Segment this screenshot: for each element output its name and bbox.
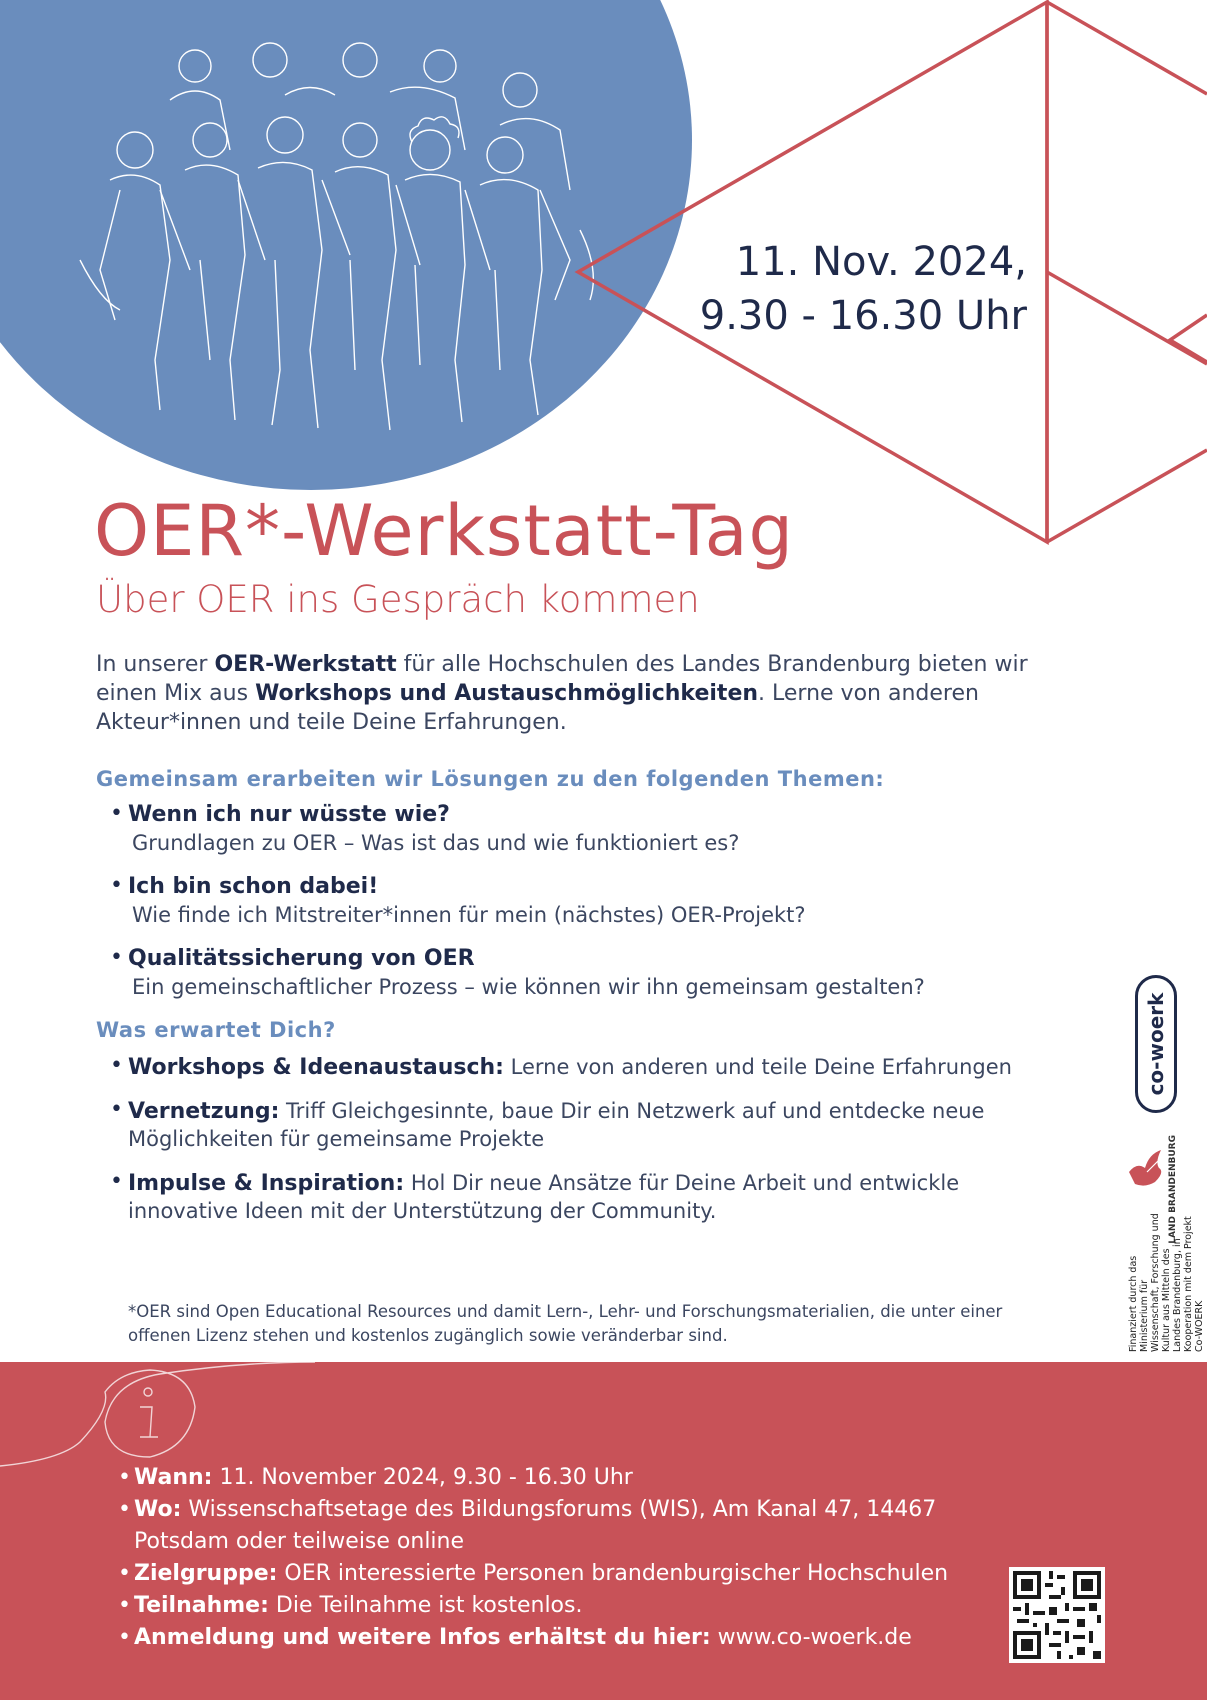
item-title: Vernetzung: xyxy=(128,1099,280,1124)
intro-bold: Workshops und Austauschmöglichkeiten xyxy=(255,681,759,706)
list-item xyxy=(108,1053,1068,1081)
date-line: 11. Nov. 2024, xyxy=(735,239,1027,285)
info-value: Die Teilnahme ist kostenlos. xyxy=(268,1593,583,1618)
item-description: Lerne von anderen und teile Deine Erfahrungen xyxy=(503,1055,1012,1079)
item-description: Ein gemeinschaftlicher Prozess – wie können wir ihn gemeinsam gestalten? xyxy=(132,975,925,999)
item-title: • Qualitätssicherung von OER xyxy=(128,946,475,971)
info-label: Anmeldung und weitere Infos erhältst du hier: xyxy=(134,1625,711,1650)
item-title: Impulse & Inspiration: xyxy=(128,1171,405,1196)
intro-paragraph xyxy=(96,650,1086,737)
qr-code-icon[interactable] xyxy=(1009,1567,1105,1663)
item-description: Hol Dir neue Ansätze für Deine Arbeit und entwickle innovative Ideen mit der Unterstützung der Community. xyxy=(128,1171,960,1223)
land-brandenburg-label: LAND BRANDENBURG xyxy=(1168,1135,1178,1244)
page-title: OER*-Werkstatt-Tag xyxy=(94,490,794,572)
item-title: • Wenn ich nur wüsste wie? xyxy=(128,802,450,827)
funding-note: Finanziert durch das Ministerium für Wissenschaft, Forschung und Kultur aus Mitteln des Landes Brandenburg, in Kooperation mit dem Projekt Co-WOERK xyxy=(1128,1213,1205,1352)
expect-list xyxy=(108,1053,1068,1241)
page-subtitle: Über OER ins Gespräch kommen xyxy=(96,578,700,621)
item-description: Wie finde ich Mitstreiter*innen für mein (nächstes) OER-Projekt? xyxy=(132,903,806,927)
themes-list xyxy=(108,801,1068,1017)
info-panel xyxy=(0,1362,1207,1700)
list-item xyxy=(118,1590,1018,1622)
website-link[interactable]: www.co-woerk.de xyxy=(710,1625,912,1650)
list-item xyxy=(108,1169,1068,1225)
intro-bold: OER-Werkstatt xyxy=(214,652,397,677)
info-label: Zielgruppe: xyxy=(134,1561,278,1586)
expect-heading: Was erwartet Dich? xyxy=(96,1018,336,1042)
intro-text: . Lerne von anderen Akteur*innen und teile Deine Erfahrungen. xyxy=(96,681,979,735)
info-value: 11. November 2024, 9.30 - 16.30 Uhr xyxy=(212,1465,633,1490)
themes-heading: Gemeinsam erarbeiten wir Lösungen zu den folgenden Themen: xyxy=(96,767,885,791)
list-item xyxy=(118,1462,1018,1494)
info-label: Wo: xyxy=(134,1497,182,1522)
list-item xyxy=(108,945,1068,1001)
info-value: OER interessierte Personen brandenburgischer Hochschulen xyxy=(277,1561,949,1586)
info-value: Wissenschaftsetage des Bildungsforums (WIS), Am Kanal 47, 14467 Potsdam oder teilweise online xyxy=(134,1497,937,1554)
intro-text: In unserer xyxy=(96,652,215,677)
info-label: Wann: xyxy=(134,1465,213,1490)
info-label: Teilnahme: xyxy=(134,1593,269,1618)
item-description: Triff Gleichgesinnte, baue Dir ein Netzwerk auf und entdecke neue Möglichkeiten für gemeinsame Projekte xyxy=(128,1099,985,1151)
intro-text: für alle Hochschulen des Landes Brandenburg bieten wir einen Mix aus xyxy=(96,652,1028,706)
event-date xyxy=(700,235,1027,343)
time-line: 9.30 - 16.30 Uhr xyxy=(699,293,1027,339)
list-item xyxy=(118,1558,1018,1590)
list-item xyxy=(118,1622,1018,1654)
footnote: *OER sind Open Educational Resources und damit Lern-, Lehr- und Forschungsmaterialien, die unter einer offenen Lizenz stehen und kostenlos zugänglich sowie veränderbar sind. xyxy=(128,1302,1003,1345)
logo-text: co-woerk xyxy=(1144,992,1168,1096)
item-title: • Ich bin schon dabei! xyxy=(128,874,379,899)
co-woerk-logo xyxy=(1135,975,1177,1113)
item-title: Workshops & Ideenaustausch: xyxy=(128,1055,504,1080)
list-item xyxy=(108,873,1068,929)
list-item xyxy=(108,1097,1068,1153)
item-description: Grundlagen zu OER – Was ist das und wie funktioniert es? xyxy=(132,831,740,855)
list-item xyxy=(118,1494,1018,1558)
info-list xyxy=(118,1462,1018,1654)
list-item xyxy=(108,801,1068,857)
